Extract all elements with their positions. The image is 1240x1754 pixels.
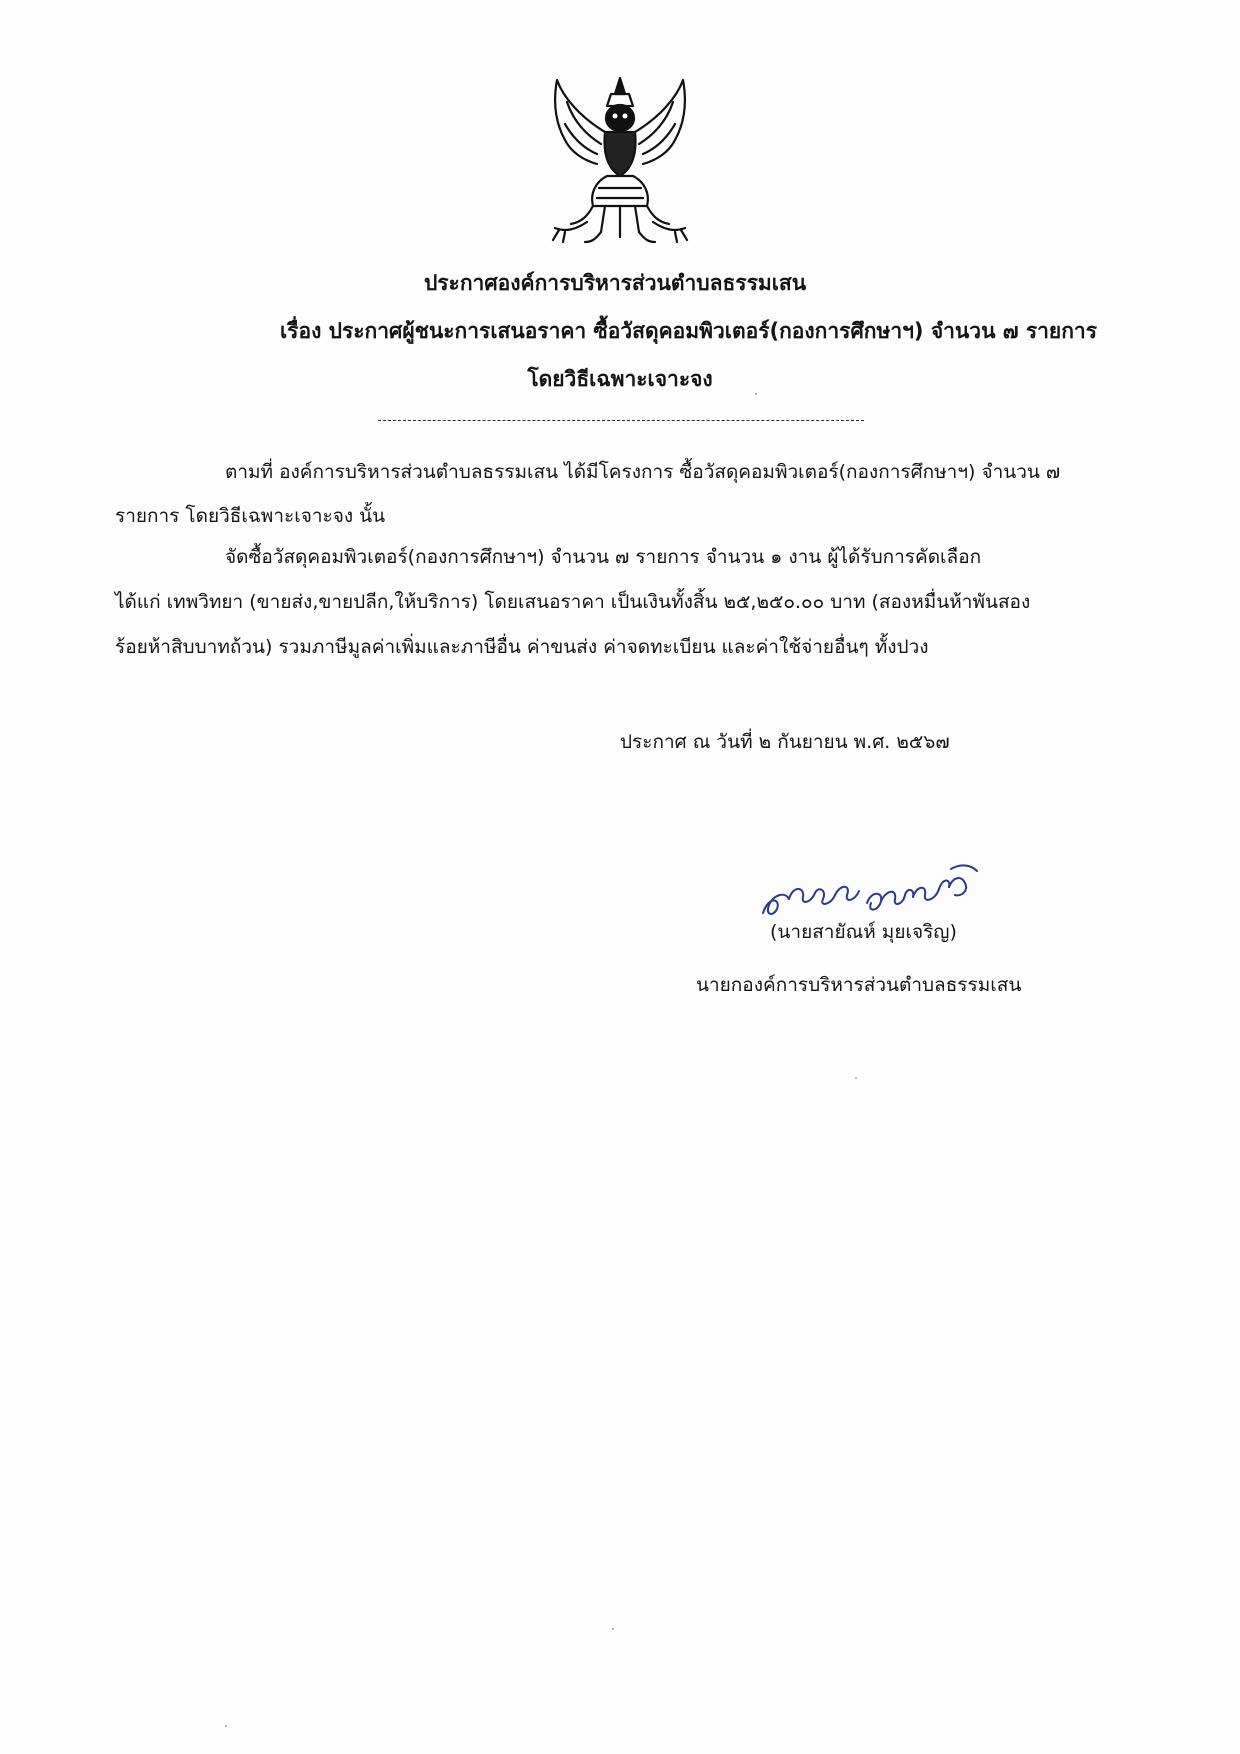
signer-name: (นายสายัณห์ มุยเจริญ) xyxy=(770,921,957,943)
divider-line xyxy=(378,420,864,421)
scan-speck xyxy=(855,1077,857,1079)
announcement-date: ประกาศ ณ วันที่ ๒ กันยายน พ.ศ. ๒๕๖๗ xyxy=(620,731,950,753)
announcement-method: โดยวิธีเฉพาะเจาะจง xyxy=(527,367,713,391)
announcement-subject: เรื่อง ประกาศผู้ชนะการเสนอราคา ซื้อวัสดุคอมพิวเตอร์(กองการศึกษาฯ) จำนวน ๗ รายการ xyxy=(280,319,1098,343)
paragraph-2-line-1: จัดซื้อวัสดุคอมพิวเตอร์(กองการศึกษาฯ) จำนวน ๗ รายการ จำนวน ๑ งาน ผู้ได้รับการคัดเลือก xyxy=(225,546,982,568)
paragraph-2-line-3: ร้อยห้าสิบบาทถ้วน) รวมภาษีมูลค่าเพิ่มและภาษีอื่น ค่าขนส่ง ค่าจดทะเบียน และค่าใช้จ่ายอื่นๆ ทั้งปวง xyxy=(115,636,929,658)
announcement-title: ประกาศองค์การบริหารส่วนตำบลธรรมเสน xyxy=(423,271,807,295)
paragraph-2-line-2: ได้แก่ เทพวิทยา (ขายส่ง,ขายปลีก,ให้บริการ) โดยเสนอราคา เป็นเงินทั้งสิ้น ๒๕,๒๕๐.๐๐ บาท (สองหมื่นห้าพันสอง xyxy=(115,591,1031,613)
garuda-emblem-icon xyxy=(535,72,705,247)
signer-position: นายกองค์การบริหารส่วนตำบลธรรมเสน xyxy=(696,974,1022,996)
paragraph-1-line-1: ตามที่ องค์การบริหารส่วนตำบลธรรมเสน ได้มีโครงการ ซื้อวัสดุคอมพิวเตอร์(กองการศึกษาฯ) จำนวน ๗ xyxy=(225,461,1061,483)
paragraph-1-line-2: รายการ โดยวิธีเฉพาะเจาะจง นั้น xyxy=(115,505,386,527)
scan-speck xyxy=(612,1628,614,1630)
signature-icon xyxy=(755,855,1005,925)
scan-speck xyxy=(225,1725,227,1727)
scan-speck xyxy=(755,393,757,395)
